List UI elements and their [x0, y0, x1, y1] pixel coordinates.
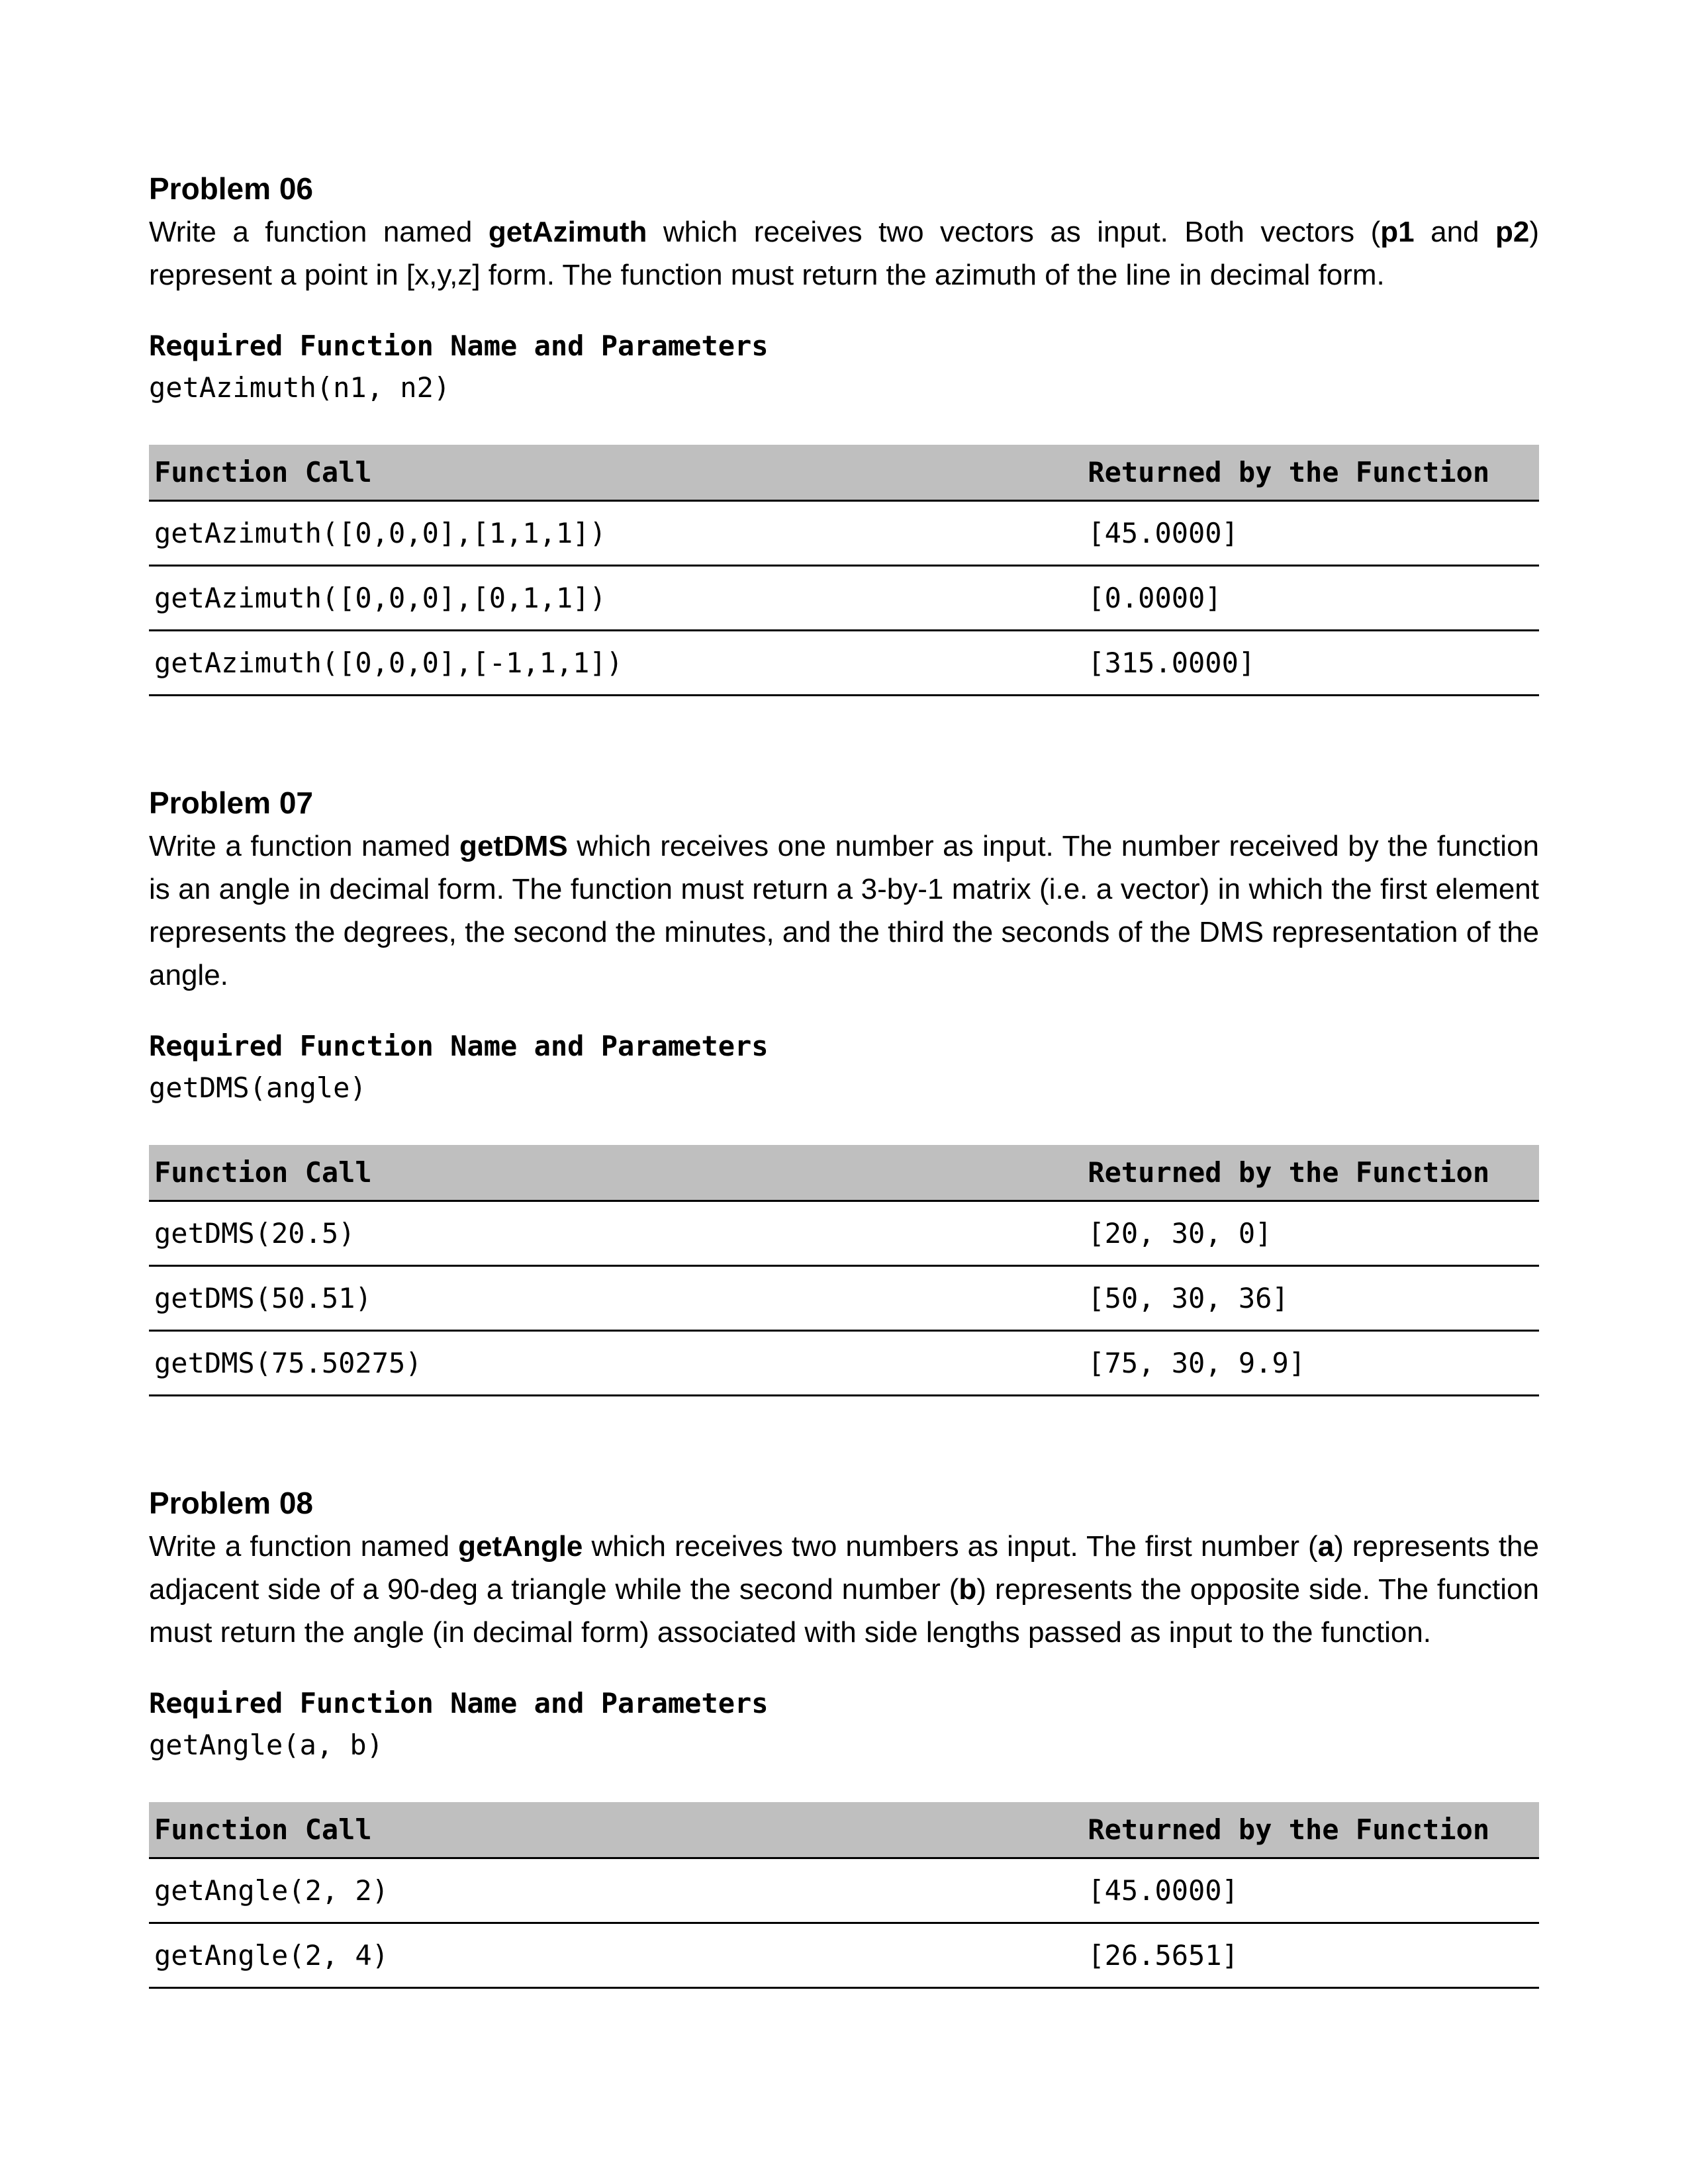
param-emphasis: a [1317, 1530, 1335, 1563]
table-header-function-call: Function Call [149, 1145, 1082, 1201]
param-emphasis: p2 [1495, 216, 1530, 248]
table-row [149, 1201, 1539, 1266]
returned-value-cell: [0.0000] [1082, 566, 1539, 631]
required-function-heading: Required Function Name and Parameters [149, 1030, 769, 1062]
returned-value-cell: [75, 30, 9.9] [1082, 1331, 1539, 1396]
description-text: Write a function named [149, 1530, 459, 1563]
problem-title: Problem 06 [149, 171, 313, 206]
examples-table [149, 1145, 1539, 1396]
description-text: ) represents the adjacent side of a 90-deg a triangle while the second number ( [149, 1530, 1539, 1606]
function-signature: getAngle(a, b) [149, 1729, 384, 1761]
examples-table [149, 445, 1539, 696]
description-text: ) represent a point in [x,y,z] form. The function must return the azimuth of the line in decimal form. [149, 216, 1539, 291]
problem-title: Problem 07 [149, 786, 313, 820]
returned-value-cell: [45.0000] [1082, 1858, 1539, 1923]
table-row [149, 566, 1539, 631]
param-emphasis: p1 [1380, 216, 1415, 248]
required-function-heading: Required Function Name and Parameters [149, 1687, 769, 1719]
function-call-cell: getDMS(20.5) [149, 1201, 1082, 1266]
returned-value-cell: [45.0000] [1082, 501, 1539, 566]
function-call-cell: getAzimuth([0,0,0],[-1,1,1]) [149, 631, 1082, 696]
returned-value-cell: [20, 30, 0] [1082, 1201, 1539, 1266]
table-row [149, 1331, 1539, 1396]
function-call-cell: getDMS(50.51) [149, 1266, 1082, 1331]
table-header-function-call: Function Call [149, 445, 1082, 501]
function-call-cell: getAzimuth([0,0,0],[0,1,1]) [149, 566, 1082, 631]
problem-description [149, 825, 1539, 997]
description-text: ) represents the opposite side. The function must return the angle (in decimal form) associated with side lengths passed as input to the function. [149, 1573, 1539, 1649]
examples-table [149, 1802, 1539, 1989]
description-text: which receives two numbers as input. The first number ( [583, 1530, 1318, 1563]
table-row [149, 1858, 1539, 1923]
problem-section-06 [149, 167, 1539, 696]
description-text: which receives two vectors as input. Both vectors ( [647, 216, 1381, 248]
function-call-cell: getAzimuth([0,0,0],[1,1,1]) [149, 501, 1082, 566]
table-row [149, 631, 1539, 696]
problem-section-07 [149, 781, 1539, 1396]
function-name-emphasis: getDMS [459, 830, 568, 862]
param-emphasis: b [959, 1573, 977, 1606]
table-header-returned: Returned by the Function [1082, 1802, 1539, 1858]
table-row [149, 1923, 1539, 1988]
function-signature: getDMS(angle) [149, 1071, 367, 1104]
table-header-returned: Returned by the Function [1082, 445, 1539, 501]
function-signature: getAzimuth(n1, n2) [149, 371, 451, 404]
returned-value-cell: [50, 30, 36] [1082, 1266, 1539, 1331]
problem-title: Problem 08 [149, 1486, 313, 1520]
table-header-returned: Returned by the Function [1082, 1145, 1539, 1201]
table-header-row [149, 445, 1539, 501]
description-text: Write a function named [149, 830, 459, 862]
table-row [149, 501, 1539, 566]
table-header-row [149, 1145, 1539, 1201]
function-call-cell: getDMS(75.50275) [149, 1331, 1082, 1396]
table-header-row [149, 1802, 1539, 1858]
description-text: which receives one number as input. The number received by the function is an angle in decimal form. The function must return a 3-by-1 matrix (i.e. a vector) in which the first element represents the degrees, the second the minutes, and the third the seconds of the DMS representation of the angle. [149, 830, 1540, 991]
function-name-emphasis: getAzimuth [488, 216, 647, 248]
problem-section-08 [149, 1481, 1539, 1989]
function-name-emphasis: getAngle [458, 1530, 583, 1563]
returned-value-cell: [315.0000] [1082, 631, 1539, 696]
function-call-cell: getAngle(2, 2) [149, 1858, 1082, 1923]
problem-description [149, 1525, 1539, 1654]
problem-description [149, 210, 1539, 296]
returned-value-cell: [26.5651] [1082, 1923, 1539, 1988]
table-header-function-call: Function Call [149, 1802, 1082, 1858]
function-call-cell: getAngle(2, 4) [149, 1923, 1082, 1988]
description-text: and [1414, 216, 1495, 248]
table-row [149, 1266, 1539, 1331]
required-function-heading: Required Function Name and Parameters [149, 330, 769, 362]
description-text: Write a function named [149, 216, 489, 248]
